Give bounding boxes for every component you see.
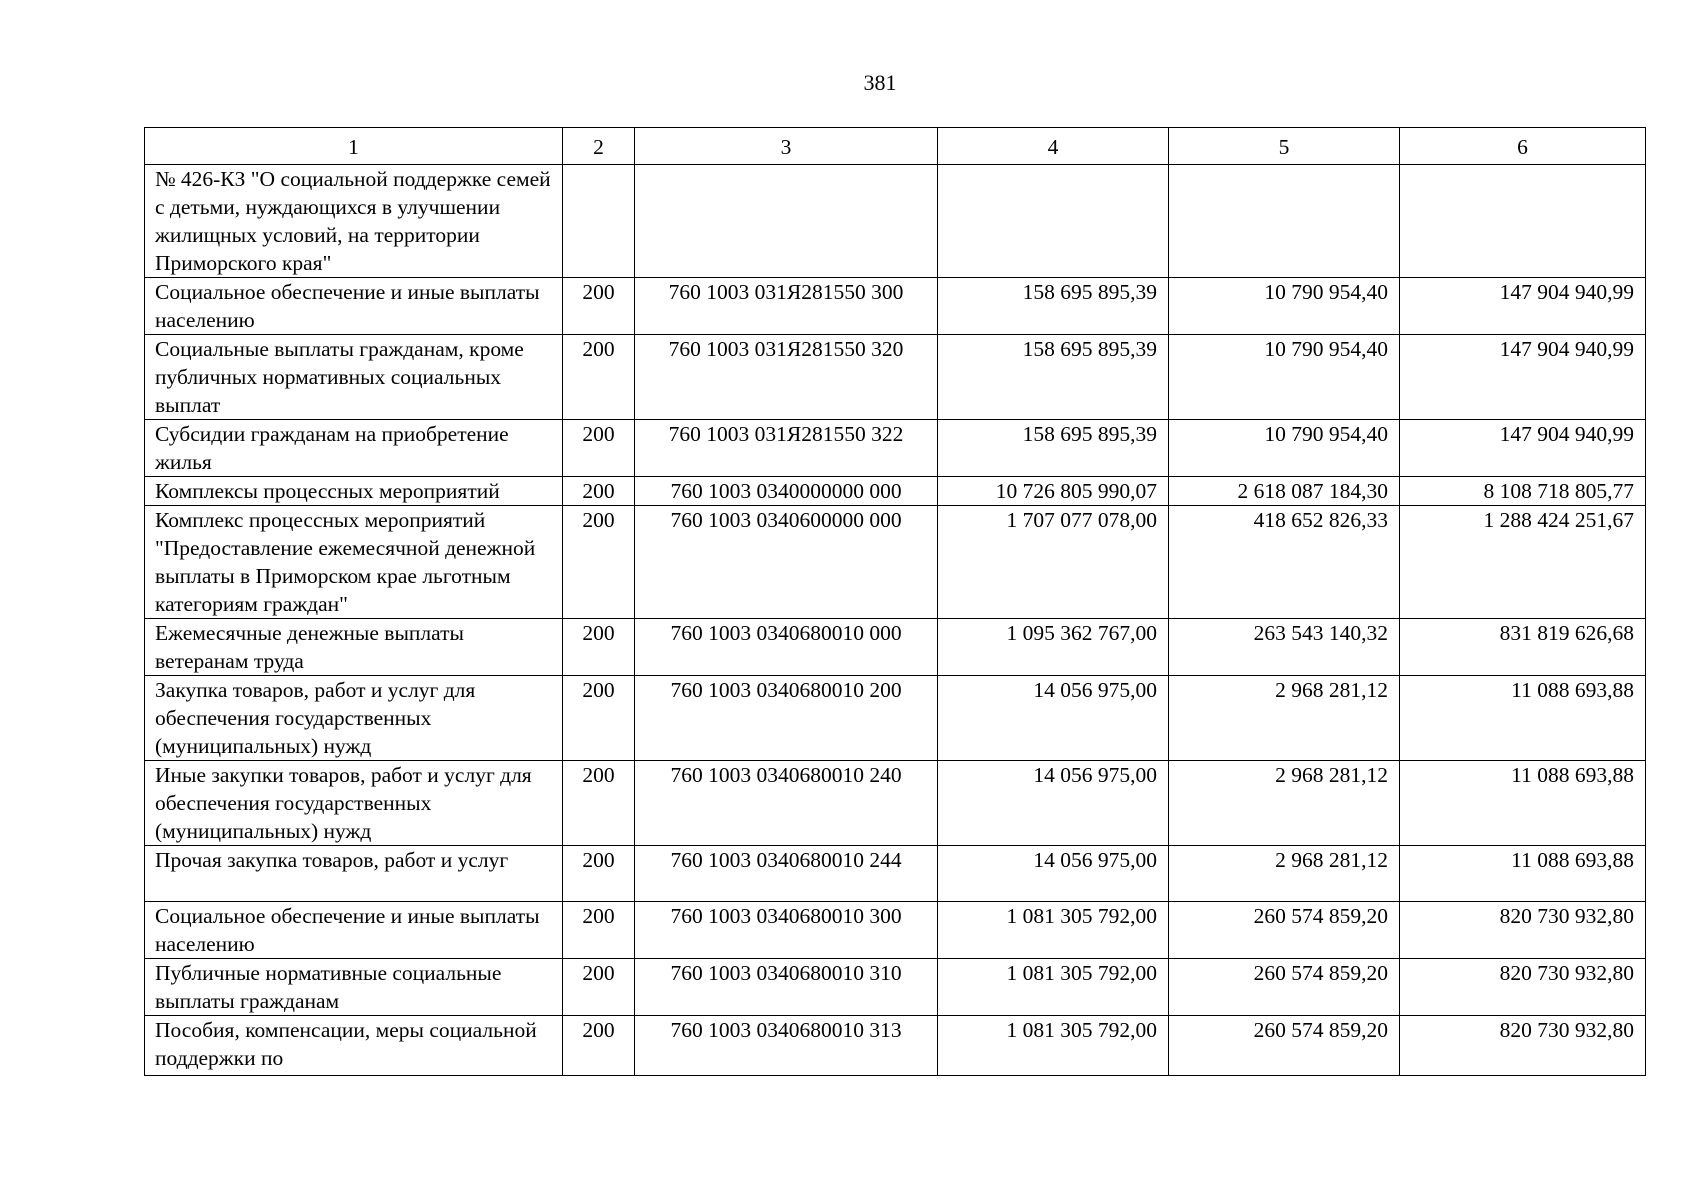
row-value-col4: 1 081 305 792,00	[938, 959, 1169, 1016]
table-row	[145, 902, 1646, 959]
header-col-1: 1	[145, 128, 563, 165]
row-col2-cell: 200	[563, 1016, 635, 1076]
header-col-2: 2	[563, 128, 635, 165]
row-value-col5: 263 543 140,32	[1169, 619, 1400, 676]
row-value-col6	[1400, 165, 1646, 278]
row-value-col5: 260 574 859,20	[1169, 959, 1400, 1016]
row-value-col5: 10 790 954,40	[1169, 335, 1400, 420]
row-value-col5: 260 574 859,20	[1169, 1016, 1400, 1076]
table-body	[145, 165, 1646, 1076]
row-name-cell: Ежемесячные денежные выплаты ветеранам труда	[145, 619, 563, 676]
row-value-col4: 1 095 362 767,00	[938, 619, 1169, 676]
row-code-cell: 760 1003 0340680010 300	[635, 902, 938, 959]
row-code-cell: 760 1003 0340680010 000	[635, 619, 938, 676]
row-code-cell	[635, 165, 938, 278]
row-value-col5	[1169, 165, 1400, 278]
row-value-col4: 1 081 305 792,00	[938, 902, 1169, 959]
row-code-cell: 760 1003 0340680010 200	[635, 676, 938, 761]
table-row	[145, 420, 1646, 477]
row-value-col6: 11 088 693,88	[1400, 676, 1646, 761]
row-name-cell: Комплекс процессных мероприятий "Предоставление ежемесячной денежной выплаты в Приморском крае льготным категориям граждан"	[145, 506, 563, 619]
row-col2-cell: 200	[563, 902, 635, 959]
table-row	[145, 335, 1646, 420]
row-value-col6: 831 819 626,68	[1400, 619, 1646, 676]
row-code-cell: 760 1003 0340680010 313	[635, 1016, 938, 1076]
row-name-cell: Субсидии гражданам на приобретение жилья	[145, 420, 563, 477]
row-col2-cell: 200	[563, 335, 635, 420]
row-col2-cell: 200	[563, 761, 635, 846]
row-value-col5: 10 790 954,40	[1169, 278, 1400, 335]
row-value-col6: 147 904 940,99	[1400, 278, 1646, 335]
row-name-cell: Социальное обеспечение и иные выплаты населению	[145, 902, 563, 959]
row-code-cell: 760 1003 0340000000 000	[635, 477, 938, 506]
row-value-col4: 158 695 895,39	[938, 335, 1169, 420]
row-name-cell: Иные закупки товаров, работ и услуг для обеспечения государственных (муниципальных) нужд	[145, 761, 563, 846]
row-name-cell: Закупка товаров, работ и услуг для обеспечения государственных (муниципальных) нужд	[145, 676, 563, 761]
header-col-4: 4	[938, 128, 1169, 165]
row-value-col4	[938, 165, 1169, 278]
table-row	[145, 506, 1646, 619]
row-value-col4: 14 056 975,00	[938, 676, 1169, 761]
row-col2-cell: 200	[563, 846, 635, 902]
header-col-5: 5	[1169, 128, 1400, 165]
row-value-col6: 147 904 940,99	[1400, 335, 1646, 420]
row-code-cell: 760 1003 031Я281550 300	[635, 278, 938, 335]
row-name-cell: № 426-КЗ "О социальной поддержке семей с детьми, нуждающихся в улучшении жилищных условий, на территории Приморского края"	[145, 165, 563, 278]
row-value-col6: 8 108 718 805,77	[1400, 477, 1646, 506]
row-value-col6: 820 730 932,80	[1400, 959, 1646, 1016]
row-code-cell: 760 1003 031Я281550 322	[635, 420, 938, 477]
row-col2-cell: 200	[563, 676, 635, 761]
row-col2-cell: 200	[563, 278, 635, 335]
row-value-col6: 11 088 693,88	[1400, 761, 1646, 846]
row-col2-cell	[563, 165, 635, 278]
row-value-col5: 418 652 826,33	[1169, 506, 1400, 619]
header-col-3: 3	[635, 128, 938, 165]
row-value-col5: 2 968 281,12	[1169, 761, 1400, 846]
row-col2-cell: 200	[563, 477, 635, 506]
row-name-cell: Социальное обеспечение и иные выплаты населению	[145, 278, 563, 335]
budget-table	[144, 127, 1646, 1076]
row-code-cell: 760 1003 0340680010 244	[635, 846, 938, 902]
row-col2-cell: 200	[563, 506, 635, 619]
table-row	[145, 959, 1646, 1016]
row-value-col6: 1 288 424 251,67	[1400, 506, 1646, 619]
row-col2-cell: 200	[563, 420, 635, 477]
page-number: 381	[863, 70, 897, 95]
table-row	[145, 676, 1646, 761]
row-value-col4: 10 726 805 990,07	[938, 477, 1169, 506]
row-value-col5: 2 968 281,12	[1169, 676, 1400, 761]
row-name-cell: Пособия, компенсации, меры социальной поддержки по	[145, 1016, 563, 1076]
row-name-cell: Публичные нормативные социальные выплаты гражданам	[145, 959, 563, 1016]
row-code-cell: 760 1003 0340600000 000	[635, 506, 938, 619]
table-row	[145, 619, 1646, 676]
table-row	[145, 477, 1646, 506]
row-value-col5: 260 574 859,20	[1169, 902, 1400, 959]
row-value-col6: 820 730 932,80	[1400, 1016, 1646, 1076]
row-value-col6: 11 088 693,88	[1400, 846, 1646, 902]
header-col-6: 6	[1400, 128, 1646, 165]
row-value-col5: 2 968 281,12	[1169, 846, 1400, 902]
row-name-cell: Комплексы процессных мероприятий	[145, 477, 563, 506]
table-row	[145, 1016, 1646, 1076]
table-row	[145, 761, 1646, 846]
row-value-col5: 10 790 954,40	[1169, 420, 1400, 477]
row-col2-cell: 200	[563, 619, 635, 676]
row-value-col4: 14 056 975,00	[938, 846, 1169, 902]
row-code-cell: 760 1003 0340680010 310	[635, 959, 938, 1016]
row-code-cell: 760 1003 0340680010 240	[635, 761, 938, 846]
row-code-cell: 760 1003 031Я281550 320	[635, 335, 938, 420]
row-value-col4: 14 056 975,00	[938, 761, 1169, 846]
row-value-col5: 2 618 087 184,30	[1169, 477, 1400, 506]
table-header	[145, 128, 1646, 165]
row-value-col4: 158 695 895,39	[938, 278, 1169, 335]
row-value-col4: 158 695 895,39	[938, 420, 1169, 477]
table-row	[145, 165, 1646, 278]
table-row	[145, 846, 1646, 902]
row-value-col6: 147 904 940,99	[1400, 420, 1646, 477]
header-row	[145, 128, 1646, 165]
row-name-cell: Прочая закупка товаров, работ и услуг	[145, 846, 563, 902]
row-value-col4: 1 081 305 792,00	[938, 1016, 1169, 1076]
table-row	[145, 278, 1646, 335]
row-col2-cell: 200	[563, 959, 635, 1016]
row-value-col6: 820 730 932,80	[1400, 902, 1646, 959]
row-value-col4: 1 707 077 078,00	[938, 506, 1169, 619]
row-name-cell: Социальные выплаты гражданам, кроме публичных нормативных социальных выплат	[145, 335, 563, 420]
